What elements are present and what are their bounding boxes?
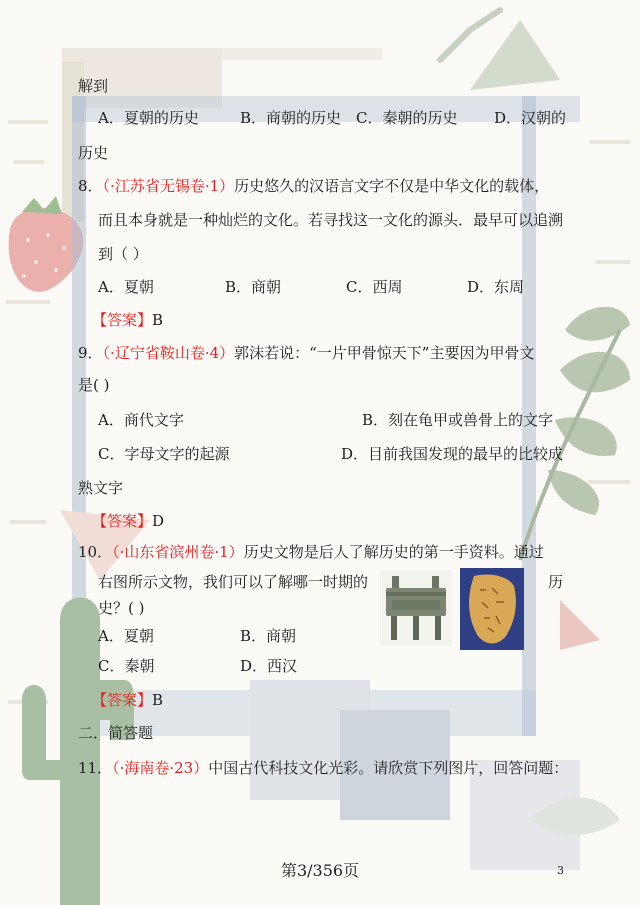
question-9-line-1 bbox=[78, 343, 534, 363]
question-8-option-a: A．夏朝 bbox=[98, 278, 154, 296]
section-heading: 二．简答题 bbox=[78, 724, 154, 742]
line-prev-end: 解到 bbox=[78, 77, 109, 95]
question-source: （·山东省滨州卷·1） bbox=[112, 543, 244, 561]
question-number: 10． bbox=[78, 543, 113, 561]
question-10-line-1 bbox=[78, 542, 544, 562]
question-10-line-2-end: 历 bbox=[548, 573, 564, 591]
question-number: 9． bbox=[78, 344, 103, 362]
option-prev-c: C．秦朝的历史 bbox=[356, 109, 458, 127]
page-footer: 第3/356页 bbox=[280, 861, 360, 880]
question-source: （·江苏省无锡卷·1） bbox=[102, 177, 235, 195]
question-10-line-2: 右图所示文物，我们可以了解哪一时期的 bbox=[98, 573, 369, 591]
answer-label: 【答案】 bbox=[92, 512, 153, 530]
answer-value: B bbox=[152, 311, 164, 329]
question-9-option-c: C．字母文字的起源 bbox=[98, 445, 230, 463]
question-text: 历史文物是后人了解历史的第一手资料。通过 bbox=[243, 543, 544, 561]
question-8-line-1 bbox=[78, 176, 549, 196]
question-8-line-3: 到（ ） bbox=[98, 245, 148, 263]
oracle-bone-icon bbox=[460, 568, 524, 650]
answer-value: D bbox=[152, 512, 165, 530]
question-8-line-2: 而且本身就是一种灿烂的文化。若寻找这一文化的源头．最早可以追溯 bbox=[98, 211, 564, 229]
bronze-ding-image bbox=[380, 570, 452, 646]
question-8-option-c: C．西周 bbox=[346, 278, 403, 296]
question-8-option-d: D．东周 bbox=[467, 278, 525, 296]
question-10-option-d: D．西汉 bbox=[240, 657, 298, 675]
question-text: 郭沫若说：“一片甲骨惊天下”主要因为甲骨文 bbox=[234, 344, 535, 362]
question-number: 8． bbox=[78, 177, 103, 195]
oracle-bone-image bbox=[460, 568, 524, 650]
question-9-option-a: A．商代文字 bbox=[98, 411, 184, 429]
answer-label: 【答案】 bbox=[92, 311, 153, 329]
question-11-line-1 bbox=[78, 758, 568, 778]
question-text: 中国古代科技文化光彩。请欣赏下列图片，回答问题： bbox=[208, 759, 569, 777]
question-10-line-3: 史？( ) bbox=[98, 599, 145, 617]
question-9-line-2: 是( ) bbox=[78, 376, 110, 394]
answer-value: B bbox=[152, 691, 164, 709]
option-prev-d: D．汉朝的 bbox=[494, 109, 567, 127]
question-source: （·辽宁省鞍山卷·4） bbox=[102, 344, 235, 362]
page-number: 3 bbox=[557, 864, 564, 877]
question-source: （·海南卷·23） bbox=[112, 759, 209, 777]
answer-10 bbox=[92, 690, 163, 710]
question-10-option-c: C．秦朝 bbox=[98, 657, 155, 675]
question-9-option-b: B．刻在龟甲或兽骨上的文字 bbox=[362, 411, 554, 429]
question-text: 历史悠久的汉语言文字不仅是中华文化的载体， bbox=[234, 177, 550, 195]
line-prev-wrap: 历史 bbox=[78, 144, 109, 162]
question-number: 11． bbox=[78, 759, 113, 777]
question-10-option-b: B．商朝 bbox=[240, 627, 297, 645]
bronze-ding-icon bbox=[380, 570, 452, 646]
answer-label: 【答案】 bbox=[92, 691, 153, 709]
question-9-line-3: 熟文字 bbox=[78, 479, 124, 497]
answer-8 bbox=[92, 310, 163, 330]
question-8-option-b: B．商朝 bbox=[225, 278, 282, 296]
question-10-option-a: A．夏朝 bbox=[98, 627, 154, 645]
answer-9 bbox=[92, 511, 164, 531]
option-prev-b: B．商朝的历史 bbox=[240, 109, 342, 127]
option-prev-a: A．夏朝的历史 bbox=[98, 109, 199, 127]
question-9-option-d: D．目前我国发现的最早的比较成 bbox=[341, 445, 564, 463]
